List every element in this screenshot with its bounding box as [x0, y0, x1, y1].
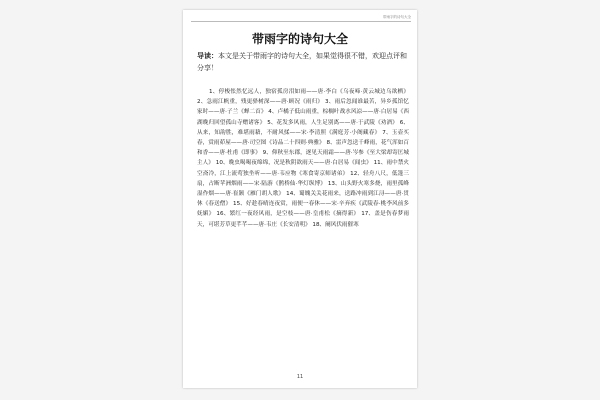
poem-list-text: 1、停梭怅然忆远人，独宿孤房泪如雨——唐·李白《乌夜啼·黄云城边乌欲栖》 2、急雨江帆重，残更驿树深——唐·顾况《雨归》 3、雨后忽闻谁最苦，异乡孤馆忆家时——唐·子兰《蝉二首》 4、卢橘子低山雨重，棕榈叶战水风凉——唐·白居易《西湖晚归回望孤山寺赠诸客》 5、花发多风雨，人生足别离——唐·于武陵《劝酒》 6、从来，知韵胜，难堪雨藉，不耐风揉——宋·李清照《满庭芳·小阁藏春》 7、玉壶买春，赏雨茆屋——唐·司空图《诗品二十四则·典雅》 8、雷声忽送千峰雨，花气浑如百和香——唐·杜甫《即事》 9、仰秋至东郡，逐见天雨霜——唐·岑参《至大梁却寄匡城主人》 10、晚虫喝喝夜绵绵，况是秋阴欲雨天——唐·白居易《闻虫》 11、雨中禁火空斋冷，江上流莺独坐听——唐·韦应物《寒食寄京师诸弟》 12、轻舟八尺，低篷三扇，占断苹洲烟雨——宋·陆游《鹊桥仙·华灯纵博》 13、山头野火寒多烧，雨里孤峰湿作烟——唐·崔颢《雁门胡人歌》 14、蜀魄关关花雨来，送路冲雨到江浔——唐·贯休《春送僧》 15、好趁春晴连夜赏，雨便一春休——宋·辛弃疾《武陵春·桃李风前多妩媚》 16、繁红一夜经风雨，是空枝——唐·皇甫松《摘得新》 17、盖是伤春梦雨天，可堪芳草更芊芊——唐·韦庄《长安清明》 18、阑风伏雨催寒	[197, 89, 409, 228]
document-page	[183, 10, 417, 388]
page-title: 带雨字的诗句大全	[251, 32, 348, 46]
intro-label: 导读：	[197, 52, 218, 60]
header-divider	[191, 21, 411, 22]
intro-text: 本文是关于带雨字的诗句大全，如果觉得很不错，欢迎点评和分享！	[197, 52, 407, 72]
intro-paragraph	[197, 50, 409, 74]
running-header: 带雨字的诗句大全	[383, 15, 411, 19]
page-number: 11	[296, 374, 304, 380]
